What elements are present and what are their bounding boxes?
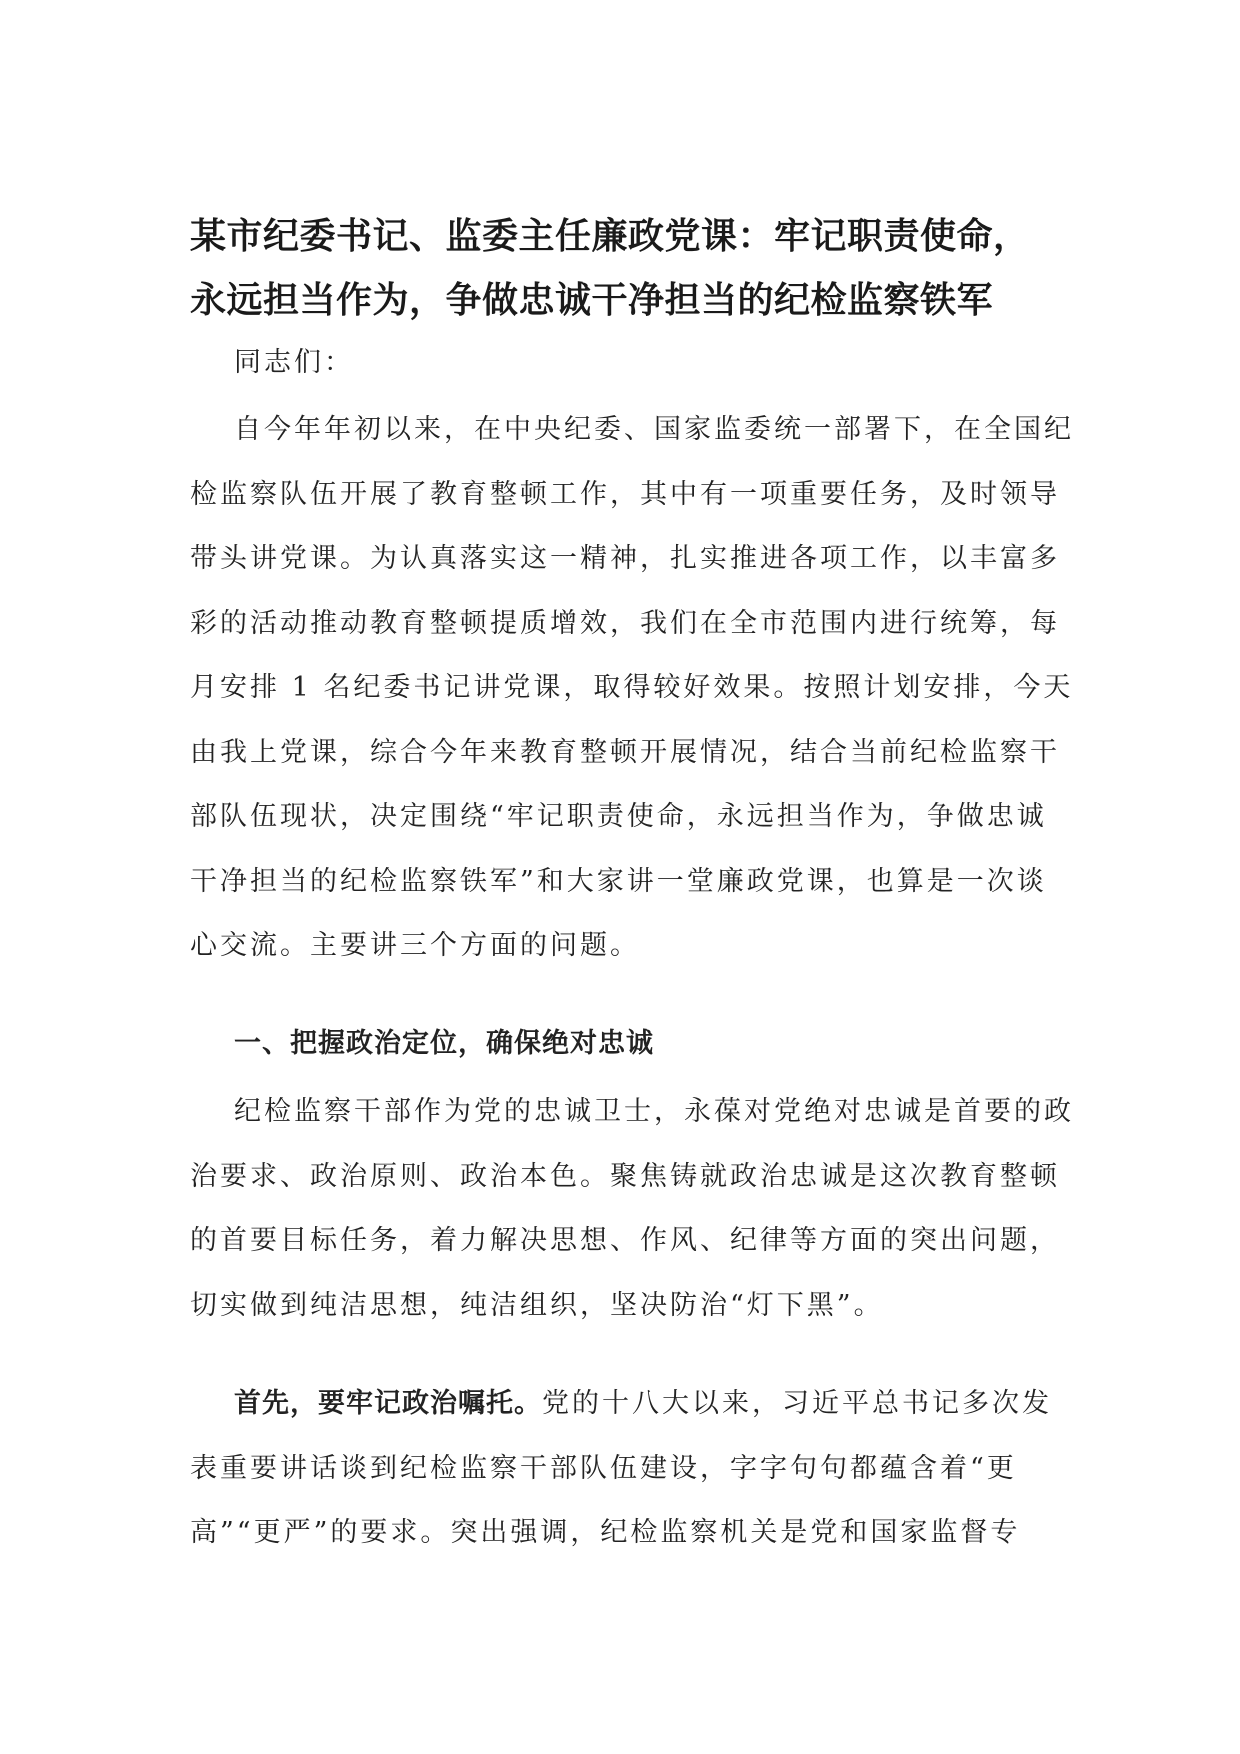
intro-line-9: 心交流。主要讲三个方面的问题。	[190, 930, 640, 961]
section-1-line-4: 切实做到纯洁思想，纯洁组织，坚决防治“灯下黑”。	[190, 1289, 884, 1321]
intro-line-3: 带头讲党课。为认真落实这一精神，扎实推进各项工作，以丰富多	[190, 543, 1060, 574]
intro-line-4: 彩的活动推动教育整顿提质增效，我们在全市范围内进行统筹，每	[190, 607, 1060, 639]
intro-line-1: 自今年年初以来，在中央纪委、国家监委统一部署下，在全国纪	[234, 414, 1074, 445]
section-1-paragraph	[190, 1080, 1074, 1338]
intro-line-8: 干净担当的纪检监察铁军”和大家讲一堂廉政党课，也算是一次谈	[190, 865, 1047, 897]
title-line-1: 某市纪委书记、监委主任廉政党课：牢记职责使命，	[190, 216, 1030, 257]
section-1-line-3: 的首要目标任务，着力解决思想、作风、纪律等方面的突出问题，	[190, 1225, 1060, 1256]
salutation-text: 同志们：	[234, 347, 354, 378]
intro-line-6: 由我上党课，综合今年来教育整顿开展情况，结合当前纪检监察干	[190, 736, 1060, 768]
section-1-heading-text: 一、把握政治定位，确保绝对忠诚	[234, 1028, 654, 1059]
section-1-heading	[190, 1012, 1104, 1077]
section-1-line-2: 治要求、政治原则、政治本色。聚焦铸就政治忠诚是这次教育整顿	[190, 1160, 1060, 1192]
salutation	[190, 331, 1104, 396]
paragraph-2	[190, 1372, 1060, 1566]
paragraph-2-line-1	[190, 1372, 1060, 1437]
title-line-2: 永远担当作为，争做忠诚干净担当的纪检监察铁军	[190, 280, 994, 321]
paragraph-2-line-1-rest: 党的十八大以来，习近平总书记多次发	[542, 1388, 1052, 1419]
paragraph-2-line-3: 高”“更严”的要求。突出强调，纪检监察机关是党和国家监督专	[190, 1517, 1021, 1548]
paragraph-2-line-2: 表重要讲话谈到纪检监察干部队伍建设，字字句句都蕴含着“更	[190, 1452, 1017, 1484]
intro-paragraph	[190, 398, 1074, 979]
paragraph-2-lead: 首先，要牢记政治嘱托。	[234, 1388, 542, 1419]
document-title	[190, 205, 1050, 333]
section-1-line-1: 纪检监察干部作为党的忠诚卫士，永葆对党绝对忠诚是首要的政	[234, 1096, 1074, 1127]
intro-line-5: 月安排 1 名纪委书记讲党课，取得较好效果。按照计划安排，今天	[190, 672, 1074, 703]
intro-line-7: 部队伍现状，决定围绕“牢记职责使命，永远担当作为，争做忠诚	[190, 801, 1047, 832]
intro-line-2: 检监察队伍开展了教育整顿工作，其中有一项重要任务，及时领导	[190, 478, 1060, 510]
